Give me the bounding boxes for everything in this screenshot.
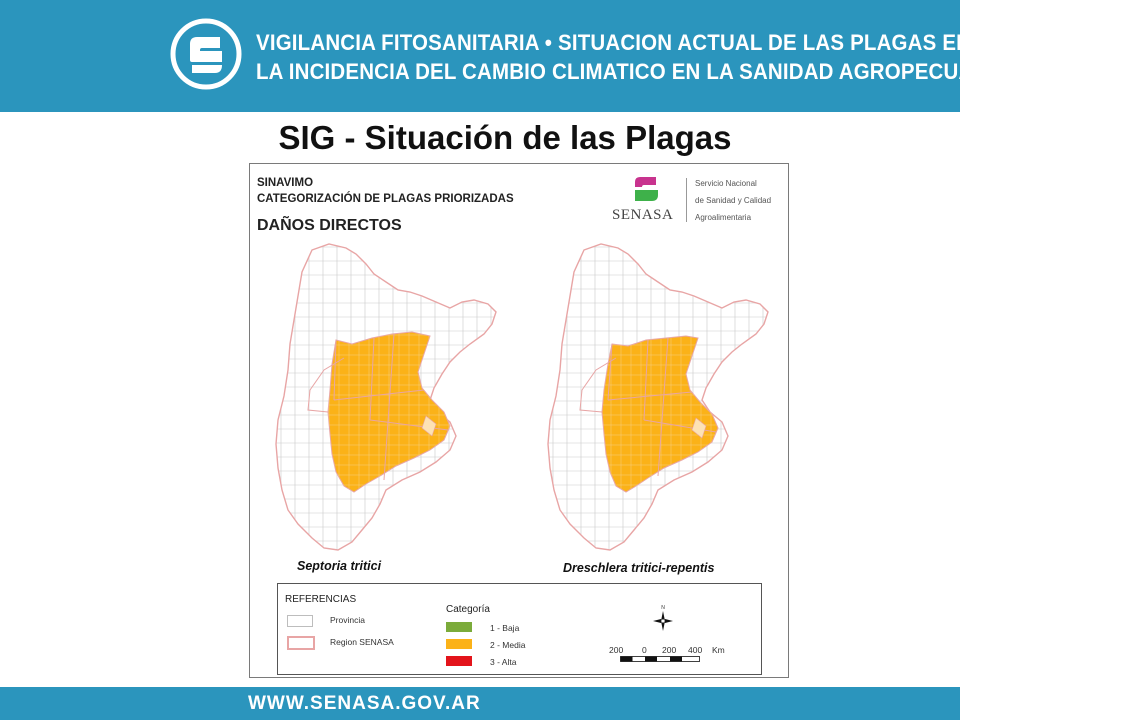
senasa-logo-icon: [170, 18, 242, 90]
legend-province-swatch: [287, 615, 313, 627]
legend-swatch-media: [446, 639, 472, 649]
legend-label-media: 2 - Media: [490, 640, 526, 650]
agency-name-3: Agroalimentaria: [695, 213, 752, 222]
map-section-title: DAÑOS DIRECTOS: [257, 217, 402, 234]
senasa-mark-icon: [632, 175, 660, 203]
map-system-label: SINAVIMO: [257, 177, 314, 189]
scale-tick-2: 0: [642, 645, 647, 655]
legend-label-alta: 3 - Alta: [490, 657, 517, 667]
legend-region-swatch: [287, 636, 315, 650]
legend-category-title: Categoría: [446, 604, 490, 615]
north-arrow-icon: [650, 603, 676, 635]
senasa-wordmark: SENASA: [612, 207, 674, 223]
legend-swatch-baja: [446, 622, 472, 632]
map-panel-septoria: [274, 240, 510, 555]
header-title-line1: VIGILANCIA FITOSANITARIA • SITUACION ACTUAL DE LAS PLAGAS EN LA ARGENTINA: [256, 30, 1132, 55]
map-panel-dreschlera: [546, 240, 782, 555]
legend-province-label: Provincia: [330, 615, 365, 625]
species-label-1: Septoria tritici: [297, 559, 382, 573]
scale-unit: Km: [712, 645, 725, 655]
legend-label-baja: 1 - Baja: [490, 623, 520, 633]
header-title-line2: LA INCIDENCIA DEL CAMBIO CLIMATICO EN LA SANIDAD AGROPECUARIA: [256, 59, 1010, 84]
agency-name-1: Servicio Nacional: [695, 179, 757, 188]
north-label: N: [661, 605, 665, 611]
scale-tick-3: 200: [662, 645, 677, 655]
legend-title: REFERENCIAS: [285, 594, 357, 605]
page-title: SIG - Situación de las Plagas: [278, 119, 732, 156]
header-banner: [0, 0, 960, 112]
legend-region-label: Region SENASA: [330, 637, 394, 647]
scale-bar: [620, 656, 700, 662]
scale-tick-4: 400: [688, 645, 703, 655]
agency-divider: [686, 178, 687, 222]
map-subtitle: CATEGORIZACIÓN DE PLAGAS PRIORIZADAS: [257, 193, 514, 205]
scale-tick-1: 200: [609, 645, 624, 655]
species-label-2: Dreschlera tritici-repentis: [563, 561, 715, 575]
legend-swatch-alta: [446, 656, 472, 666]
agency-name-2: de Sanidad y Calidad: [695, 196, 772, 205]
footer-url[interactable]: WWW.SENASA.GOV.AR: [248, 693, 481, 714]
